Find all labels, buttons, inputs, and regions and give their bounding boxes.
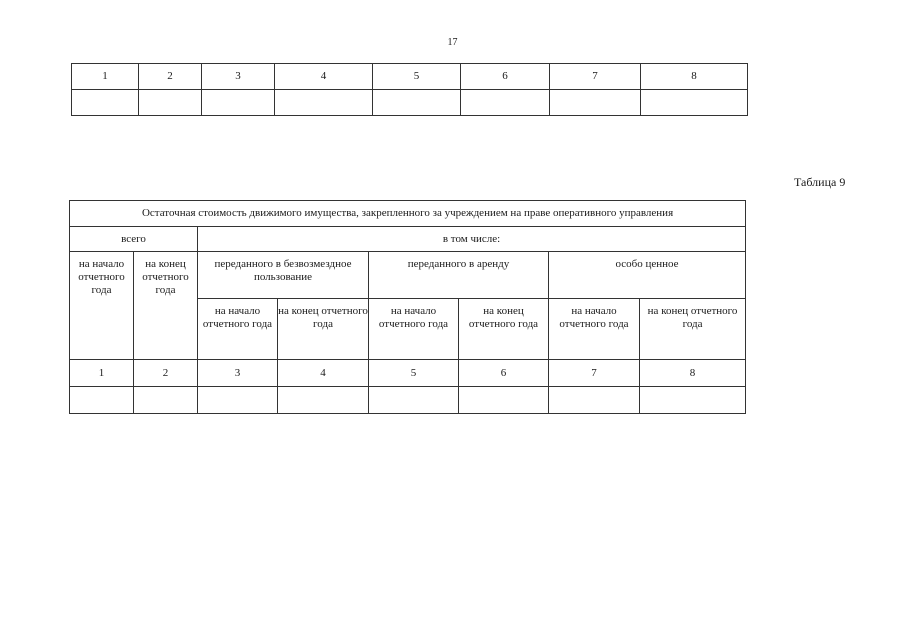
table-cell <box>278 387 369 414</box>
residual-value-table <box>69 200 746 414</box>
column-number: 6 <box>459 360 549 387</box>
sub-start-header: на начало отчетного года <box>369 299 459 360</box>
free-use-header: переданного в безвозмездное пользование <box>198 252 369 299</box>
table-title: Остаточная стоимость движимого имущества, закрепленного за учреждением на праве оперативного управления <box>70 201 746 227</box>
table-cell <box>369 387 459 414</box>
sub-end-header: на конец отчетного года <box>640 299 746 360</box>
table-label: Таблица 9 <box>794 175 846 189</box>
empty-data-row <box>72 90 748 116</box>
including-header: в том числе: <box>198 227 746 252</box>
total-header: всего <box>70 227 198 252</box>
valuable-header: особо ценное <box>549 252 746 299</box>
start-year-header: на начало отчетного года <box>70 252 134 360</box>
column-number: 4 <box>278 360 369 387</box>
column-number-row <box>72 64 748 90</box>
table-cell <box>373 90 461 116</box>
table-cell <box>459 387 549 414</box>
table-cell <box>72 90 139 116</box>
column-number-row <box>70 360 746 387</box>
column-number: 3 <box>202 64 275 90</box>
column-number: 7 <box>550 64 641 90</box>
column-number: 8 <box>640 360 746 387</box>
sub-end-header: на конец отчетного года <box>459 299 549 360</box>
table-cell <box>202 90 275 116</box>
table-cell <box>275 90 373 116</box>
table-cell <box>640 387 746 414</box>
column-number: 5 <box>369 360 459 387</box>
column-number: 8 <box>641 64 748 90</box>
table-cell <box>550 90 641 116</box>
table-cell <box>641 90 748 116</box>
table-cell <box>198 387 278 414</box>
column-number: 7 <box>549 360 640 387</box>
column-number: 2 <box>139 64 202 90</box>
column-number: 1 <box>72 64 139 90</box>
continuation-table <box>71 63 748 116</box>
sub-end-header: на конец отчетного года <box>278 299 369 360</box>
sub-start-header: на начало отчетного года <box>198 299 278 360</box>
column-number: 6 <box>461 64 550 90</box>
column-number: 1 <box>70 360 134 387</box>
column-number: 3 <box>198 360 278 387</box>
end-year-header: на конец отчетного года <box>134 252 198 360</box>
rent-header: переданного в аренду <box>369 252 549 299</box>
page-number: 17 <box>447 37 458 48</box>
table-cell <box>134 387 198 414</box>
table-cell <box>549 387 640 414</box>
table-cell <box>139 90 202 116</box>
column-number: 4 <box>275 64 373 90</box>
table-cell <box>70 387 134 414</box>
sub-start-header: на начало отчетного года <box>549 299 640 360</box>
column-number: 5 <box>373 64 461 90</box>
empty-data-row <box>70 387 746 414</box>
table-cell <box>461 90 550 116</box>
column-number: 2 <box>134 360 198 387</box>
